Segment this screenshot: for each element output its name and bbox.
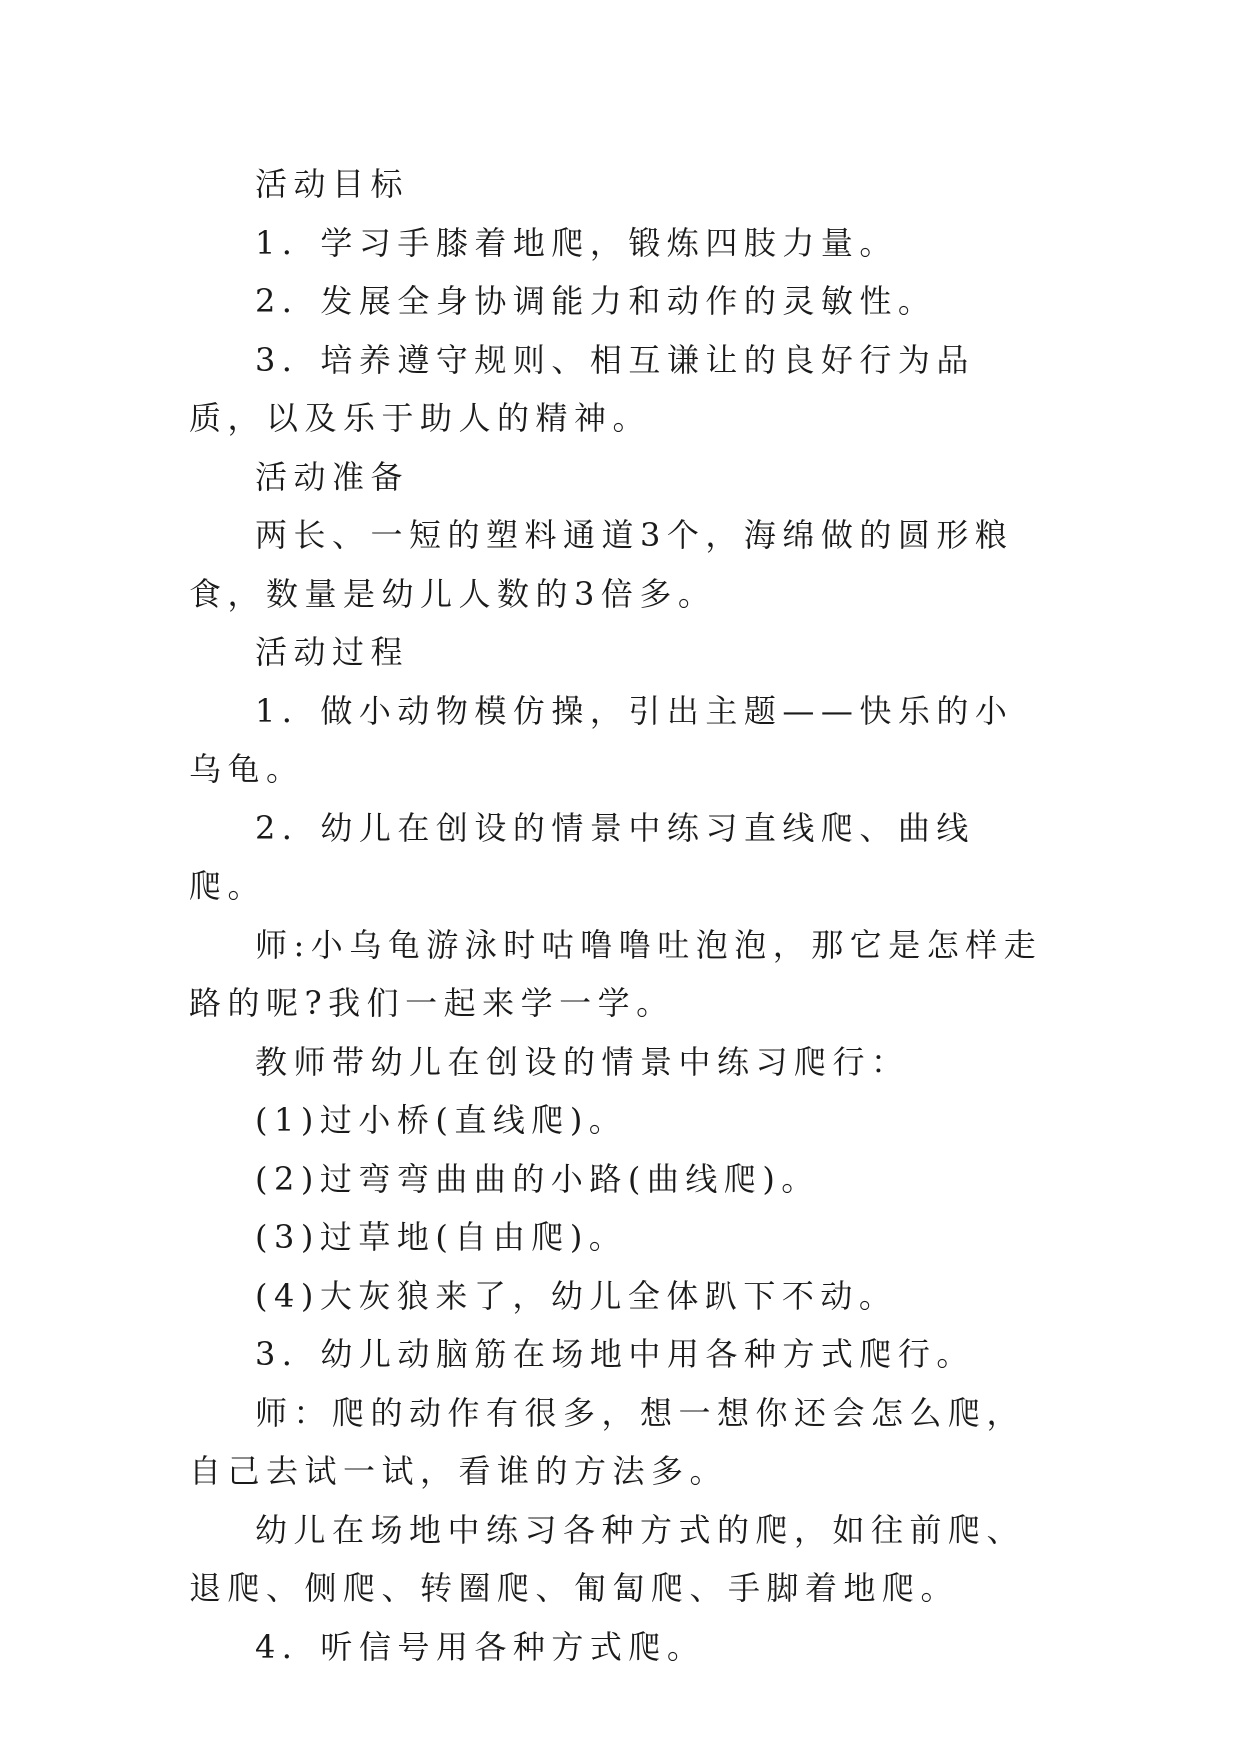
document-body (189, 155, 1051, 1676)
section-heading-goals: 活动目标 (255, 165, 410, 203)
goal-item-1: 1．学习手膝着地爬，锻炼四肢力量。 (255, 223, 898, 262)
process-step-4: 4．听信号用各种方式爬。 (255, 1627, 706, 1666)
crawl-methods-text: 幼儿在场地中练习各种方式的爬，如往前爬、退爬、侧爬、转圈爬、匍匐爬、手脚着地爬。 (189, 1510, 1026, 1607)
teacher-dialogue-1: 师:小乌龟游泳时咕噜噜吐泡泡，那它是怎样走路的呢?我们一起来学一学。 (189, 925, 1043, 1022)
section-heading-preparation: 活动准备 (255, 457, 410, 496)
practice-item-2: (2)过弯弯曲曲的小路(曲线爬)。 (255, 1159, 820, 1198)
process-step-1: 1．做小动物模仿操，引出主题——快乐的小乌龟。 (189, 691, 1014, 788)
practice-item-1: (1)过小桥(直线爬)。 (255, 1101, 628, 1139)
teacher-dialogue-2: 师：爬的动作有很多，想一想你还会怎么爬，自己去试一试，看谁的方法多。 (189, 1393, 1026, 1490)
goal-item-2: 2．发展全身协调能力和动作的灵敏性。 (255, 282, 937, 320)
goal-item-3: 3．培养遵守规则、相互谦让的良好行为品质，以及乐于助人的精神。 (189, 340, 975, 437)
process-step-3: 3．幼儿动脑筋在场地中用各种方式爬行。 (255, 1335, 975, 1373)
practice-item-4: (4)大灰狼来了，幼儿全体趴下不动。 (255, 1276, 898, 1315)
preparation-text: 两长、一短的塑料通道3个，海绵做的圆形粮食，数量是幼儿人数的3倍多。 (189, 516, 1014, 613)
practice-item-3: (3)过草地(自由爬)。 (255, 1218, 628, 1256)
practice-intro: 教师带幼儿在创设的情景中练习爬行： (255, 1042, 910, 1081)
section-heading-process: 活动过程 (255, 633, 410, 671)
process-step-2: 2．幼儿在创设的情景中练习直线爬、曲线爬。 (189, 808, 975, 905)
